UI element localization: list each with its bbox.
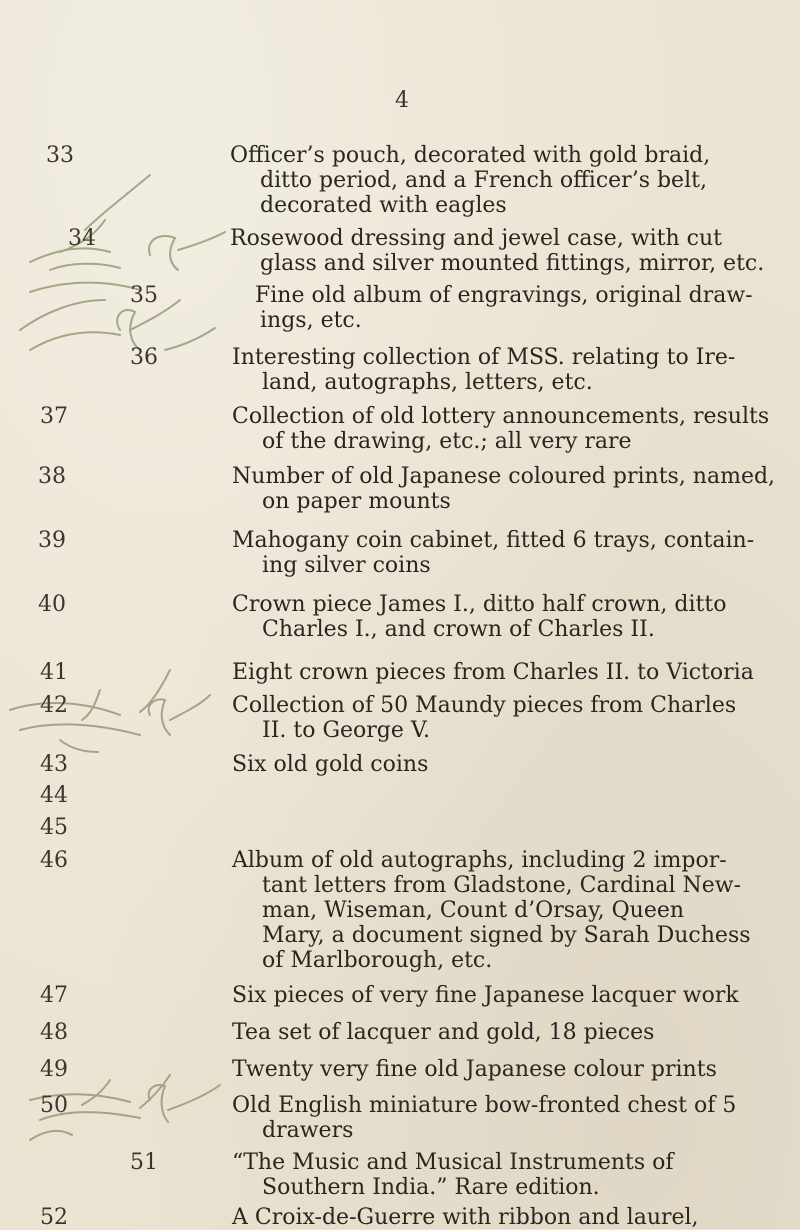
lot-number: 45 xyxy=(40,815,68,840)
lot-number: 33 xyxy=(46,143,74,168)
lot-description: Eight crown pieces from Charles II. to Victoria xyxy=(232,660,754,685)
lot-description: Officer’s pouch, decorated with gold braid, ditto period, and a French officer’s belt, decorated with eagles xyxy=(230,143,711,218)
lot-description: Crown piece James I., ditto half crown, ditto Charles I., and crown of Charles II. xyxy=(232,592,727,642)
lot-number: 44 xyxy=(40,783,68,808)
lot-description: Old English miniature bow-fronted chest of 5 drawers xyxy=(232,1093,737,1143)
lot-number: 36 xyxy=(130,345,158,370)
lot-number: 52 xyxy=(40,1205,68,1230)
lot-description: Number of old Japanese coloured prints, named, on paper mounts xyxy=(232,464,776,514)
lot-description: Fine old album of engravings, original draw- ings, etc. xyxy=(255,283,753,333)
page-number: 4 xyxy=(395,88,409,113)
lot-description: Album of old autographs, including 2 impor- tant letters from Gladstone, Cardinal New- man, Wiseman, Count d’Orsay, Queen Mary, a document signed by Sarah Duchess of Marlborough, etc. xyxy=(232,848,751,973)
lot-number: 49 xyxy=(40,1057,68,1082)
lot-description: Mahogany coin cabinet, fitted 6 trays, contain- ing silver coins xyxy=(232,528,755,578)
lot-description: Rosewood dressing and jewel case, with cut glass and silver mounted fittings, mirror, etc. xyxy=(230,226,765,276)
lot-number: 34 xyxy=(68,226,96,251)
lot-number: 39 xyxy=(38,528,66,553)
lot-number: 35 xyxy=(130,283,158,308)
lot-description: Interesting collection of MSS. relating to Ire- land, autographs, letters, etc. xyxy=(232,345,736,395)
lot-number: 50 xyxy=(40,1093,68,1118)
lot-description: Collection of old lottery announcements, results of the drawing, etc.; all very rare xyxy=(232,404,770,454)
lot-number: 41 xyxy=(40,660,68,685)
lot-number: 42 xyxy=(40,693,68,718)
lot-description: Six pieces of very fine Japanese lacquer work xyxy=(232,983,739,1008)
lot-description: Tea set of lacquer and gold, 18 pieces xyxy=(232,1020,655,1045)
lot-number: 43 xyxy=(40,752,68,777)
lot-number: 47 xyxy=(40,983,68,1008)
lot-description: Twenty very fine old Japanese colour prints xyxy=(232,1057,717,1082)
lot-description: “The Music and Musical Instruments of Southern India.” Rare edition. xyxy=(232,1150,674,1200)
lot-number: 40 xyxy=(38,592,66,617)
lot-description: Six old gold coins xyxy=(232,752,429,777)
lot-description: Collection of 50 Maundy pieces from Charles II. to George V. xyxy=(232,693,737,743)
lot-number: 46 xyxy=(40,848,68,873)
lot-number: 38 xyxy=(38,464,66,489)
lot-number: 37 xyxy=(40,404,68,429)
lot-number: 51 xyxy=(130,1150,158,1175)
lot-description: A Croix-de-Guerre with ribbon and laurel, xyxy=(232,1205,699,1230)
lot-number: 48 xyxy=(40,1020,68,1045)
